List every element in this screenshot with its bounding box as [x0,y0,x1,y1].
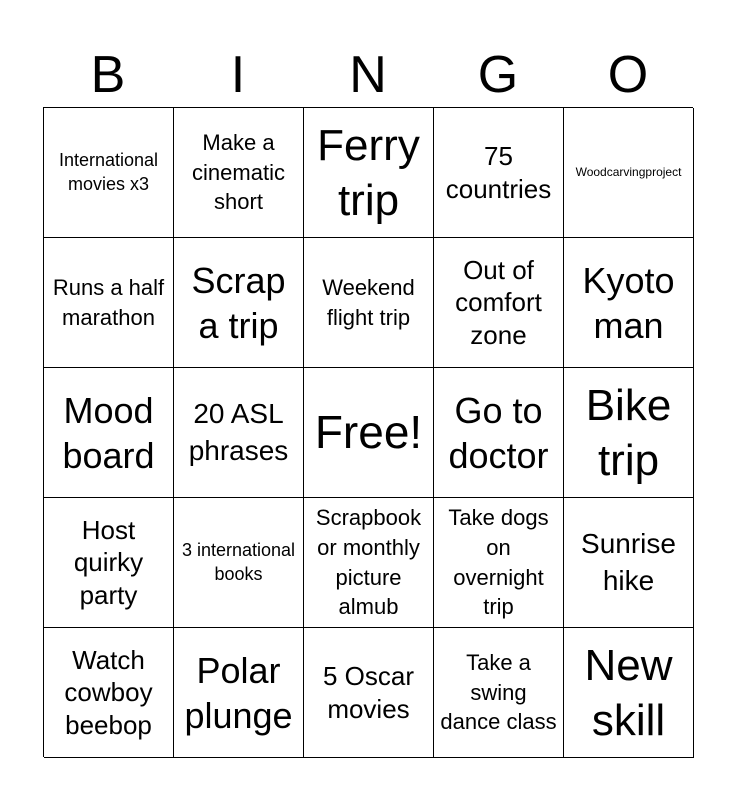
bingo-cell-free[interactable] [304,368,434,498]
bingo-cell-r5c4[interactable] [434,628,564,758]
bingo-cell-r4c2[interactable] [174,498,304,628]
bingo-header [43,44,693,106]
header-letter-i: I [230,46,246,104]
cell-text: Scrapbook or monthly picture almub [315,505,422,620]
cell-text: Runs a half marathon [52,274,165,330]
cell-text: Go to doctor [448,389,549,476]
bingo-cell-r1c2[interactable] [174,108,304,238]
bingo-cell-r3c5[interactable] [564,368,694,498]
bingo-cell-r2c5[interactable] [564,238,694,368]
bingo-cell-r5c1[interactable] [44,628,174,758]
bingo-cell-r3c1[interactable] [44,368,174,498]
cell-text: Make a cinematic short [192,129,285,215]
bingo-cell-r2c2[interactable] [174,238,304,368]
cell-text: 5 Oscar movies [322,661,415,724]
bingo-cell-r2c3[interactable] [304,238,434,368]
cell-text: New skill [584,640,673,745]
header-letter-n: N [349,46,387,104]
cell-text: Out of comfort zone [455,254,542,350]
bingo-cell-r4c4[interactable] [434,498,564,628]
bingo-cell-r1c4[interactable] [434,108,564,238]
cell-text: Watch cowboy beebop [64,644,153,740]
bingo-board [43,107,693,757]
bingo-cell-r3c2[interactable] [174,368,304,498]
bingo-cell-r5c3[interactable] [304,628,434,758]
bingo-cell-r5c5[interactable] [564,628,694,758]
bingo-cell-r2c4[interactable] [434,238,564,368]
cell-text: Take dogs on overnight trip [448,505,549,620]
cell-text: Polar plunge [184,649,293,736]
cell-text: Ferry trip [317,120,420,225]
cell-text: 20 ASL phrases [188,398,289,466]
cell-text: International movies x3 [58,150,159,194]
bingo-cell-r4c3[interactable] [304,498,434,628]
bingo-cell-r4c1[interactable] [44,498,174,628]
cell-text: 75 countries [445,141,552,204]
cell-text: Host quirky party [73,514,144,610]
bingo-cell-r1c5[interactable] [564,108,694,238]
cell-text: Scrap a trip [191,259,286,346]
cell-text: Take a swing dance class [440,649,557,735]
bingo-cell-r1c3[interactable] [304,108,434,238]
header-letter-g: G [477,46,519,104]
header-letter-o: O [607,46,649,104]
cell-text: Weekend flight trip [322,274,415,330]
bingo-cell-r5c2[interactable] [174,628,304,758]
cell-text: Kyoto man [582,259,675,346]
cell-text: Bike trip [585,380,672,485]
bingo-cell-r4c5[interactable] [564,498,694,628]
cell-text: 3 international books [181,540,296,584]
bingo-cell-r3c4[interactable] [434,368,564,498]
cell-text: Mood board [62,389,155,476]
cell-text: Free! [314,406,423,459]
cell-text: Sunrise hike [581,528,676,596]
bingo-cell-r1c1[interactable] [44,108,174,238]
bingo-cell-r2c1[interactable] [44,238,174,368]
header-letter-b: B [90,46,126,104]
cell-text: Woodcarvingproject [575,165,682,180]
